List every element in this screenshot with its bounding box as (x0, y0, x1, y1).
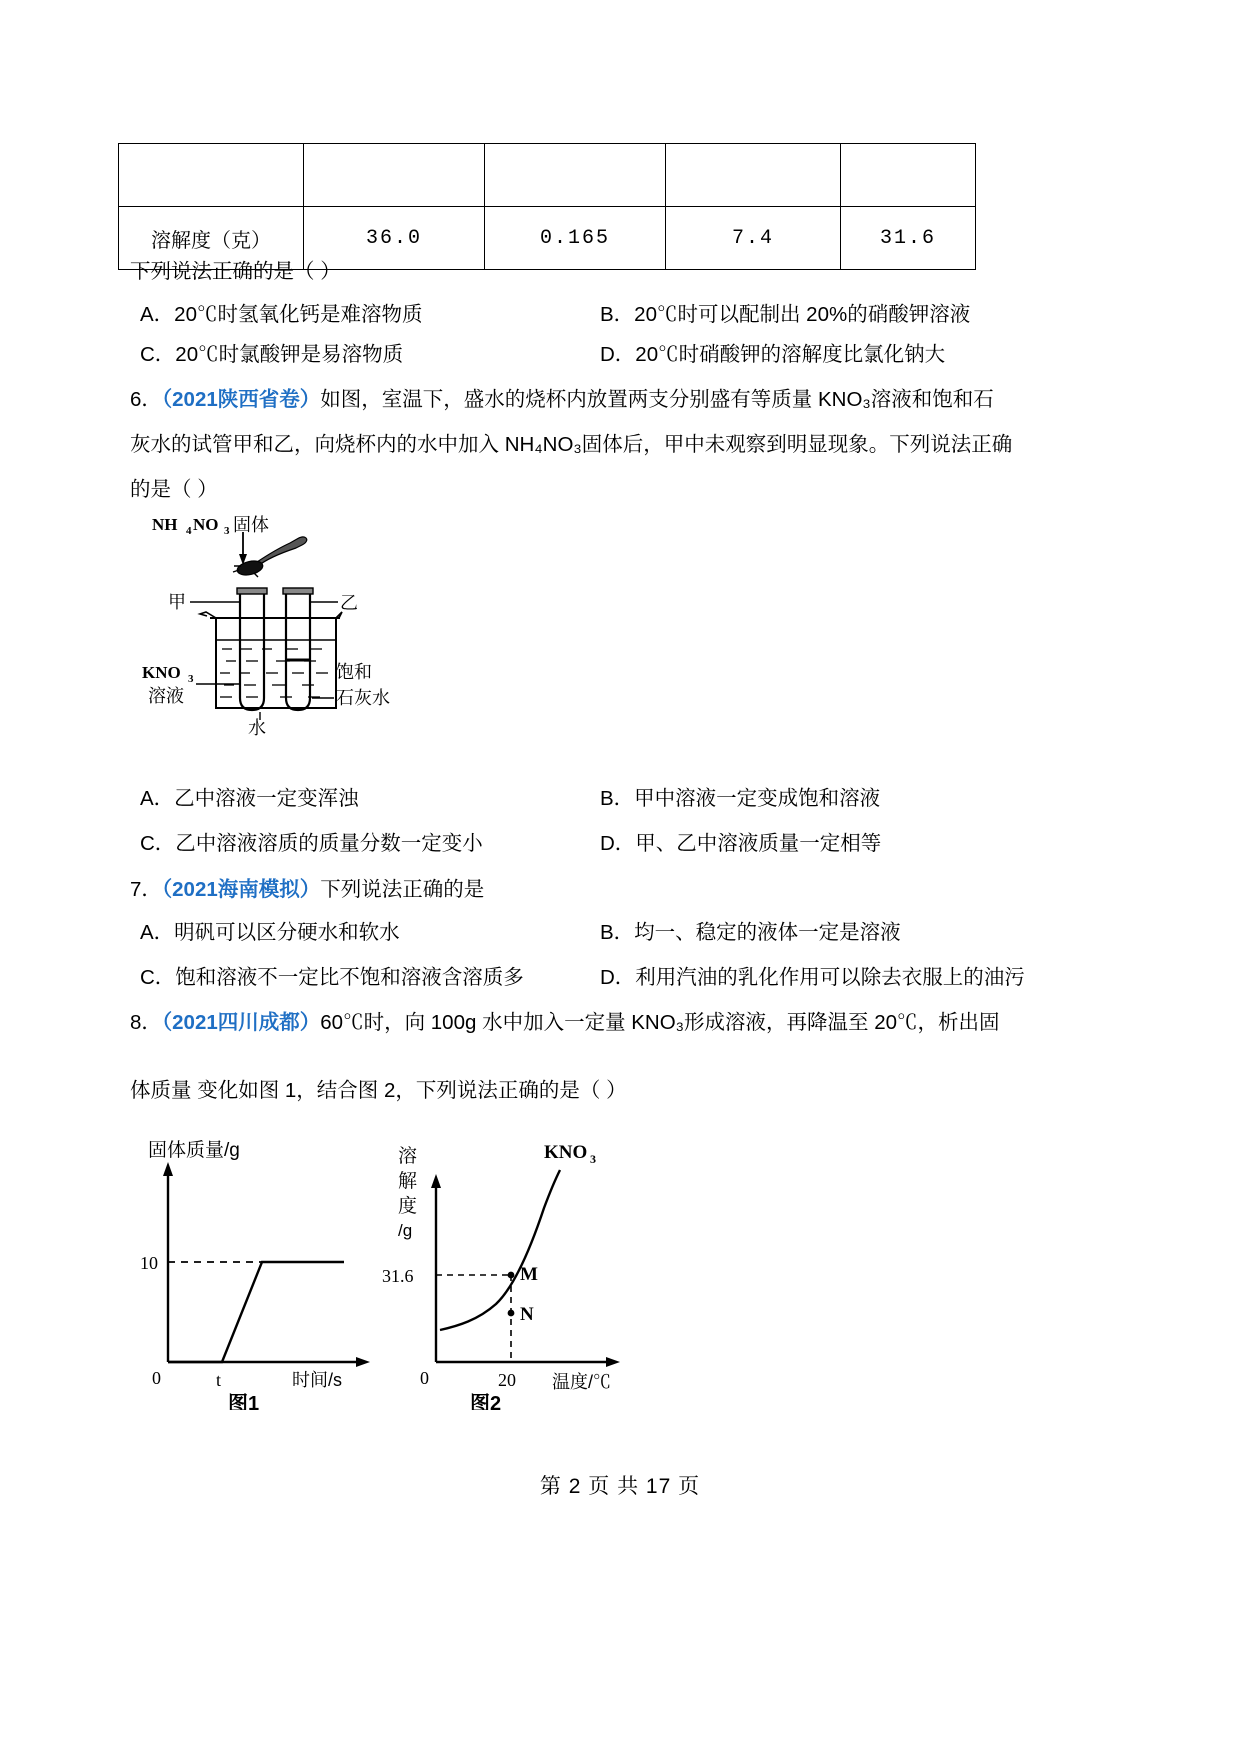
svg-text:3: 3 (188, 673, 194, 685)
q6-line1 (130, 387, 994, 413)
svg-text:固体: 固体 (233, 515, 269, 535)
q7-option-c: C．饱和溶液不一定比不饱和溶液含溶质多 (140, 966, 524, 989)
fig2-x-arrow (606, 1357, 620, 1367)
figure-1 (140, 1139, 370, 1410)
q6-line1-text: 如图，室温下，盛水的烧杯内放置两支分别盛有等质量 KNO₃溶液和饱和石 (320, 388, 994, 411)
q8-source-tag: （2021四川成都） (161, 1011, 321, 1034)
fig2-legend-kno3: KNO (544, 1142, 588, 1163)
svg-text:3: 3 (590, 1152, 596, 1166)
apparatus-svg (140, 512, 420, 762)
q6-apparatus-diagram (140, 512, 420, 762)
q6-line3: 的是（ ） (130, 478, 218, 501)
beaker (200, 612, 342, 708)
q7-option-b: B．均一、稳定的液体一定是溶液 (600, 921, 901, 944)
q5-option-d: D．20℃时硝酸钾的溶解度比氯化钠大 (600, 343, 946, 366)
fig1-series-line (168, 1262, 344, 1362)
q5-option-a: A．20℃时氢氧化钙是难溶物质 (140, 303, 423, 326)
table-row (119, 144, 976, 207)
fig2-point-m (508, 1272, 515, 1279)
fig2-y-axis-label-3: 度 (398, 1196, 418, 1217)
q5-option-b: B．20℃时可以配制出 20%的硝酸钾溶液 (600, 303, 971, 326)
water-hatch (220, 649, 328, 697)
table-cell (119, 144, 304, 207)
solubility-table-wrapper (118, 143, 976, 270)
q7-option-d: D．利用汽油的乳化作用可以除去衣服上的油污 (600, 966, 1025, 989)
fig2-x-axis-label: 温度/℃ (552, 1372, 612, 1392)
fig1-ytick-10: 10 (140, 1253, 158, 1273)
q7-stem-text: 下列说法正确的是 (320, 878, 485, 901)
table-cell (304, 144, 485, 207)
q8-figures (140, 1130, 660, 1410)
svg-text:3: 3 (224, 525, 230, 537)
table-cell (841, 144, 976, 207)
q8-line1 (130, 1010, 1000, 1036)
q6-line2: 灰水的试管甲和乙，向烧杯内的水中加入 NH₄NO₃固体后，甲中未观察到明显现象。下列说法正确 (130, 433, 1013, 456)
label-nh4no3-solid: NH (152, 515, 178, 534)
fig2-xtick-0: 0 (420, 1368, 429, 1388)
fig1-y-axis-label: 固体质量/g (148, 1140, 240, 1161)
figures-svg (140, 1130, 660, 1410)
q8-line2: 体质量 变化如图 1，结合图 2，下列说法正确的是（ ） (130, 1079, 627, 1102)
q6-option-c: C．乙中溶液溶质的质量分数一定变小 (140, 832, 483, 855)
test-tube-jia-rim (237, 588, 267, 594)
label-kno3: KNO (142, 663, 181, 682)
q8-number: 8． (130, 1011, 162, 1034)
label-jia: 甲 (168, 592, 186, 612)
q5-stem: 下列说法正确的是（ ） (130, 260, 341, 283)
page-footer: 第 2 页 共 17 页 (539, 1475, 701, 1498)
q7-number: 7． (130, 878, 162, 901)
fig2-kno3-curve (440, 1170, 560, 1330)
fig1-x-arrow (356, 1357, 370, 1367)
fig1-xtick-t: t (216, 1370, 222, 1390)
solid-pointer-arrow (239, 532, 247, 565)
q7-option-a: A．明矾可以区分硬水和软水 (140, 921, 400, 944)
svg-text:NO: NO (193, 515, 219, 534)
fig1-y-arrow (163, 1162, 173, 1176)
fig1-xtick-0: 0 (152, 1368, 161, 1388)
fig1-x-axis-label: 时间/s (292, 1370, 343, 1390)
q6-option-a: A．乙中溶液一定变浑浊 (140, 787, 359, 810)
table-cell: 31.6 (841, 207, 976, 270)
label-water: 水 (248, 718, 266, 738)
fig2-y-arrow (431, 1174, 441, 1188)
q7-source-tag: （2021海南模拟） (161, 878, 321, 901)
fig2-point-n (508, 1310, 515, 1317)
q6-option-d: D．甲、乙中溶液质量一定相等 (600, 832, 882, 855)
table-cell: 36.0 (304, 207, 485, 270)
fig2-y-axis-label-2: 解 (398, 1171, 418, 1192)
table-cell-solubility-label: 溶解度（克） (119, 207, 304, 270)
label-limewater: 石灰水 (336, 688, 390, 708)
fig1-caption: 图1 (228, 1393, 260, 1410)
fig2-xtick-20: 20 (498, 1370, 516, 1390)
q7-line1 (130, 877, 484, 903)
q6-number: 6． (130, 388, 162, 411)
table-cell (666, 144, 841, 207)
fig2-ytick-316: 31.6 (382, 1266, 414, 1286)
fig2-label-n: N (520, 1304, 534, 1325)
q6-source-tag: （2021陕西省卷） (161, 388, 321, 411)
table-cell: 7.4 (666, 207, 841, 270)
solubility-table (118, 143, 976, 270)
figure-2 (382, 1142, 620, 1410)
spatula-bowl (236, 559, 264, 578)
label-yi: 乙 (340, 593, 358, 613)
fig2-y-axis-label-1: 溶 (398, 1146, 418, 1167)
fig2-label-m: M (520, 1264, 538, 1285)
test-tube-yi-rim (283, 588, 313, 594)
q8-line1-text: 60℃时，向 100g 水中加入一定量 KNO₃形成溶液，再降温至 20℃，析出固 (320, 1011, 1000, 1034)
q5-option-c: C．20℃时氯酸钾是易溶物质 (140, 343, 404, 366)
table-cell (485, 144, 666, 207)
table-cell: 0.165 (485, 207, 666, 270)
label-saturated: 饱和 (336, 662, 372, 682)
fig2-caption: 图2 (470, 1393, 502, 1410)
fig2-y-axis-label-4: /g (398, 1221, 413, 1240)
label-kno3-solution: 溶液 (148, 686, 184, 706)
q6-option-b: B．甲中溶液一定变成饱和溶液 (600, 787, 881, 810)
svg-text:4: 4 (186, 525, 192, 537)
